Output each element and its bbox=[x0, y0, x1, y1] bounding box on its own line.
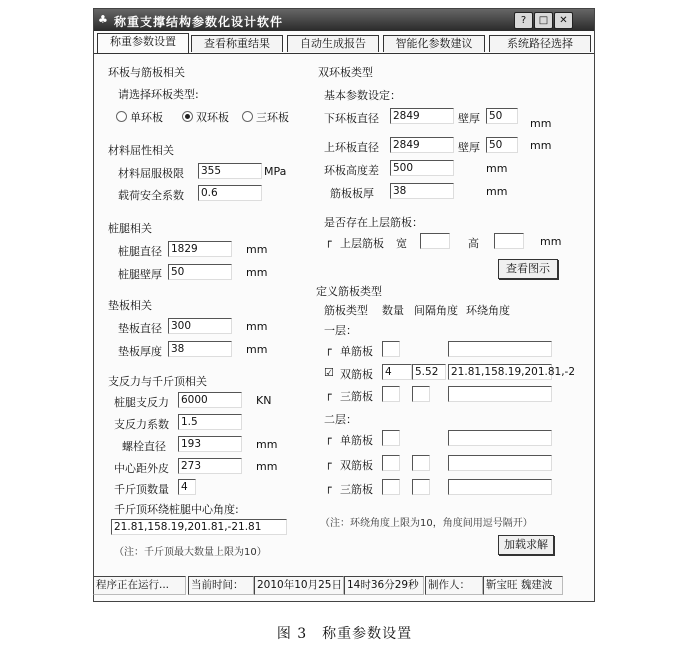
pad-diameter-input[interactable]: 300 bbox=[168, 318, 232, 334]
layer2-double-label: 双筋板 bbox=[340, 459, 373, 472]
rib-def-heading: 定义筋板类型 bbox=[316, 285, 382, 298]
pad-thickness-label: 垫板厚度 bbox=[118, 345, 162, 358]
bolt-unit: mm bbox=[256, 438, 278, 451]
tab-weighing-params[interactable]: 称重参数设置 bbox=[97, 33, 189, 53]
bolt-input[interactable]: 193 bbox=[178, 436, 242, 452]
app-window bbox=[93, 8, 595, 602]
center-label: 中心距外皮 bbox=[114, 462, 169, 475]
basic-params-label: 基本参数设定： bbox=[324, 89, 401, 102]
col-interval: 间隔角度 bbox=[414, 304, 458, 317]
layer1-double-count[interactable]: 4 bbox=[382, 364, 412, 380]
jack-angle-label: 千斤顶环绕桩腿中心角度: bbox=[114, 503, 239, 516]
layer2-double-interval[interactable] bbox=[412, 455, 430, 471]
layer2-single-checkbox[interactable]: ┌ bbox=[325, 432, 332, 445]
upper-rib-width-label: 宽 bbox=[396, 237, 407, 250]
jack-count-label: 千斤顶数量 bbox=[114, 483, 169, 496]
layer1-double-angles[interactable]: 21.81,158.19,201.81,-2 bbox=[448, 364, 552, 380]
layer1-double-label: 双筋板 bbox=[340, 368, 373, 381]
layer1-double-interval[interactable]: 5.52 bbox=[412, 364, 446, 380]
app-icon: ♣ bbox=[98, 13, 108, 26]
double-ring-heading: 双环板类型 bbox=[318, 66, 373, 79]
layer1-label: 一层： bbox=[324, 324, 357, 337]
pile-thickness-label: 桩腿壁厚 bbox=[118, 268, 162, 281]
layer1-triple-label: 三筋板 bbox=[340, 390, 373, 403]
radio-triple-ring-label: 三环板 bbox=[256, 111, 289, 124]
upper-wall-unit: mm bbox=[530, 139, 552, 152]
tab-view-results[interactable]: 查看称重结果 bbox=[191, 35, 283, 52]
upper-wall-label: 壁厚 bbox=[458, 141, 480, 154]
yield-input[interactable]: 355 bbox=[198, 163, 262, 179]
lower-wall-input[interactable]: 50 bbox=[486, 108, 518, 124]
rib-thickness-label: 筋板板厚 bbox=[330, 187, 374, 200]
status-date: 2010年10月25日 bbox=[254, 576, 344, 595]
safety-input[interactable]: 0.6 bbox=[198, 185, 262, 201]
pad-heading: 垫板相关 bbox=[108, 299, 152, 312]
rib-note: （注：环绕角度上限为10，角度间用逗号隔开） bbox=[320, 518, 533, 529]
support-heading: 支反力与千斤顶相关 bbox=[108, 375, 207, 388]
pad-diameter-unit: mm bbox=[246, 320, 268, 333]
lower-wall-unit: mm bbox=[530, 117, 552, 130]
status-running: 程序正在运行... bbox=[93, 576, 186, 595]
pile-diameter-input[interactable]: 1829 bbox=[168, 241, 232, 257]
pile-diameter-label: 桩腿直径 bbox=[118, 245, 162, 258]
layer2-triple-count[interactable] bbox=[382, 479, 400, 495]
safety-label: 载荷安全系数 bbox=[118, 189, 184, 202]
upper-dia-input[interactable]: 2849 bbox=[390, 137, 454, 153]
status-time: 14时36分29秒 bbox=[344, 576, 424, 595]
radio-double-ring-label: 双环板 bbox=[196, 111, 229, 124]
pile-thickness-unit: mm bbox=[246, 266, 268, 279]
upper-rib-question: 是否存在上层筋板： bbox=[324, 216, 423, 229]
pile-thickness-input[interactable]: 50 bbox=[168, 264, 232, 280]
lower-dia-label: 下环板直径 bbox=[324, 112, 379, 125]
height-diff-unit: mm bbox=[486, 162, 508, 175]
pad-thickness-input[interactable]: 38 bbox=[168, 341, 232, 357]
layer1-single-angles[interactable] bbox=[448, 341, 552, 357]
pad-thickness-unit: mm bbox=[246, 343, 268, 356]
layer1-single-count[interactable] bbox=[382, 341, 400, 357]
layer1-single-checkbox[interactable]: ┌ bbox=[325, 343, 332, 356]
center-unit: mm bbox=[256, 460, 278, 473]
radio-single-ring-label: 单环板 bbox=[130, 111, 163, 124]
radio-triple-ring[interactable] bbox=[242, 111, 253, 122]
layer1-triple-angles[interactable] bbox=[448, 386, 552, 402]
bolt-label: 螺栓直径 bbox=[122, 440, 166, 453]
radio-double-ring[interactable] bbox=[182, 111, 193, 122]
col-count: 数量 bbox=[382, 304, 404, 317]
rib-thickness-input[interactable]: 38 bbox=[390, 183, 454, 199]
layer1-triple-checkbox[interactable]: ┌ bbox=[325, 388, 332, 401]
pile-heading: 桩腿相关 bbox=[108, 222, 152, 235]
tab-bar bbox=[94, 33, 594, 54]
tab-smart-suggestion[interactable]: 智能化参数建议 bbox=[383, 35, 485, 52]
ring-type-prompt: 请选择环板类型: bbox=[118, 88, 199, 101]
layer2-triple-angles[interactable] bbox=[448, 479, 552, 495]
jack-count-input[interactable]: 4 bbox=[178, 479, 196, 495]
tab-system-path[interactable]: 系统路径选择 bbox=[489, 35, 591, 52]
coef-input[interactable]: 1.5 bbox=[178, 414, 242, 430]
layer2-double-checkbox[interactable]: ┌ bbox=[325, 457, 332, 470]
center-input[interactable]: 273 bbox=[178, 458, 242, 474]
layer2-triple-interval[interactable] bbox=[412, 479, 430, 495]
upper-dia-label: 上环板直径 bbox=[324, 141, 379, 154]
status-author-label: 制作人： bbox=[425, 576, 483, 595]
load-solve-button[interactable]: 加载求解 bbox=[498, 535, 554, 555]
layer2-single-angles[interactable] bbox=[448, 430, 552, 446]
layer2-label: 二层： bbox=[324, 413, 357, 426]
coef-label: 支反力系数 bbox=[114, 418, 169, 431]
jack-note: （注：千斤顶最大数量上限为10） bbox=[114, 547, 267, 558]
force-input[interactable]: 6000 bbox=[178, 392, 242, 408]
upper-rib-height-label: 高 bbox=[468, 237, 479, 250]
help-icon[interactable]: ? bbox=[514, 12, 533, 29]
layer2-single-label: 单筋板 bbox=[340, 434, 373, 447]
pad-diameter-label: 垫板直径 bbox=[118, 322, 162, 335]
upper-rib-height-input[interactable] bbox=[494, 233, 524, 249]
maximize-button[interactable]: □ bbox=[534, 12, 553, 29]
status-authors: 靳宝旺 魏建波 bbox=[483, 576, 563, 595]
lower-wall-label: 壁厚 bbox=[458, 112, 480, 125]
status-time-label: 当前时间： bbox=[188, 576, 254, 595]
yield-unit: MPa bbox=[264, 165, 287, 178]
jack-angle-input[interactable]: 21.81,158.19,201.81,-21.81 bbox=[111, 519, 287, 535]
layer2-double-angles[interactable] bbox=[448, 455, 552, 471]
close-button[interactable]: ✕ bbox=[554, 12, 573, 29]
upper-rib-label: 上层筋板 bbox=[340, 237, 384, 250]
figure-caption: 图 3 称重参数设置 bbox=[276, 626, 413, 642]
material-heading: 材料屈性相关 bbox=[108, 144, 174, 157]
layer2-triple-label: 三筋板 bbox=[340, 483, 373, 496]
upper-wall-input[interactable]: 50 bbox=[486, 137, 518, 153]
layer2-double-count[interactable] bbox=[382, 455, 400, 471]
rib-thickness-unit: mm bbox=[486, 185, 508, 198]
col-rib-type: 筋板类型 bbox=[324, 304, 368, 317]
force-unit: KN bbox=[256, 394, 272, 407]
col-angles: 环绕角度 bbox=[466, 304, 510, 317]
upper-rib-checkbox[interactable]: ┌ bbox=[325, 235, 332, 248]
height-diff-label: 环板高度差 bbox=[324, 164, 379, 177]
upper-rib-width-input[interactable] bbox=[420, 233, 450, 249]
layer2-single-count[interactable] bbox=[382, 430, 400, 446]
tab-generate-report[interactable]: 自动生成报告 bbox=[287, 35, 379, 52]
pile-diameter-unit: mm bbox=[246, 243, 268, 256]
layer1-triple-count[interactable] bbox=[382, 386, 400, 402]
window-title: 称重支撑结构参数化设计软件 bbox=[114, 15, 284, 29]
radio-single-ring[interactable] bbox=[116, 111, 127, 122]
layer2-triple-checkbox[interactable]: ┌ bbox=[325, 481, 332, 494]
layer1-double-checkbox[interactable]: ☑ bbox=[324, 366, 334, 379]
layer1-triple-interval[interactable] bbox=[412, 386, 430, 402]
title-bar[interactable] bbox=[94, 9, 594, 31]
ring-plate-heading: 环板与筋板相关 bbox=[108, 66, 185, 79]
layer1-single-label: 单筋板 bbox=[340, 345, 373, 358]
lower-dia-input[interactable]: 2849 bbox=[390, 108, 454, 124]
view-diagram-button[interactable]: 查看图示 bbox=[498, 259, 558, 279]
yield-label: 材料屈服极限 bbox=[118, 167, 184, 180]
height-diff-input[interactable]: 500 bbox=[390, 160, 454, 176]
upper-rib-unit: mm bbox=[540, 235, 562, 248]
force-label: 桩腿支反力 bbox=[114, 396, 169, 409]
